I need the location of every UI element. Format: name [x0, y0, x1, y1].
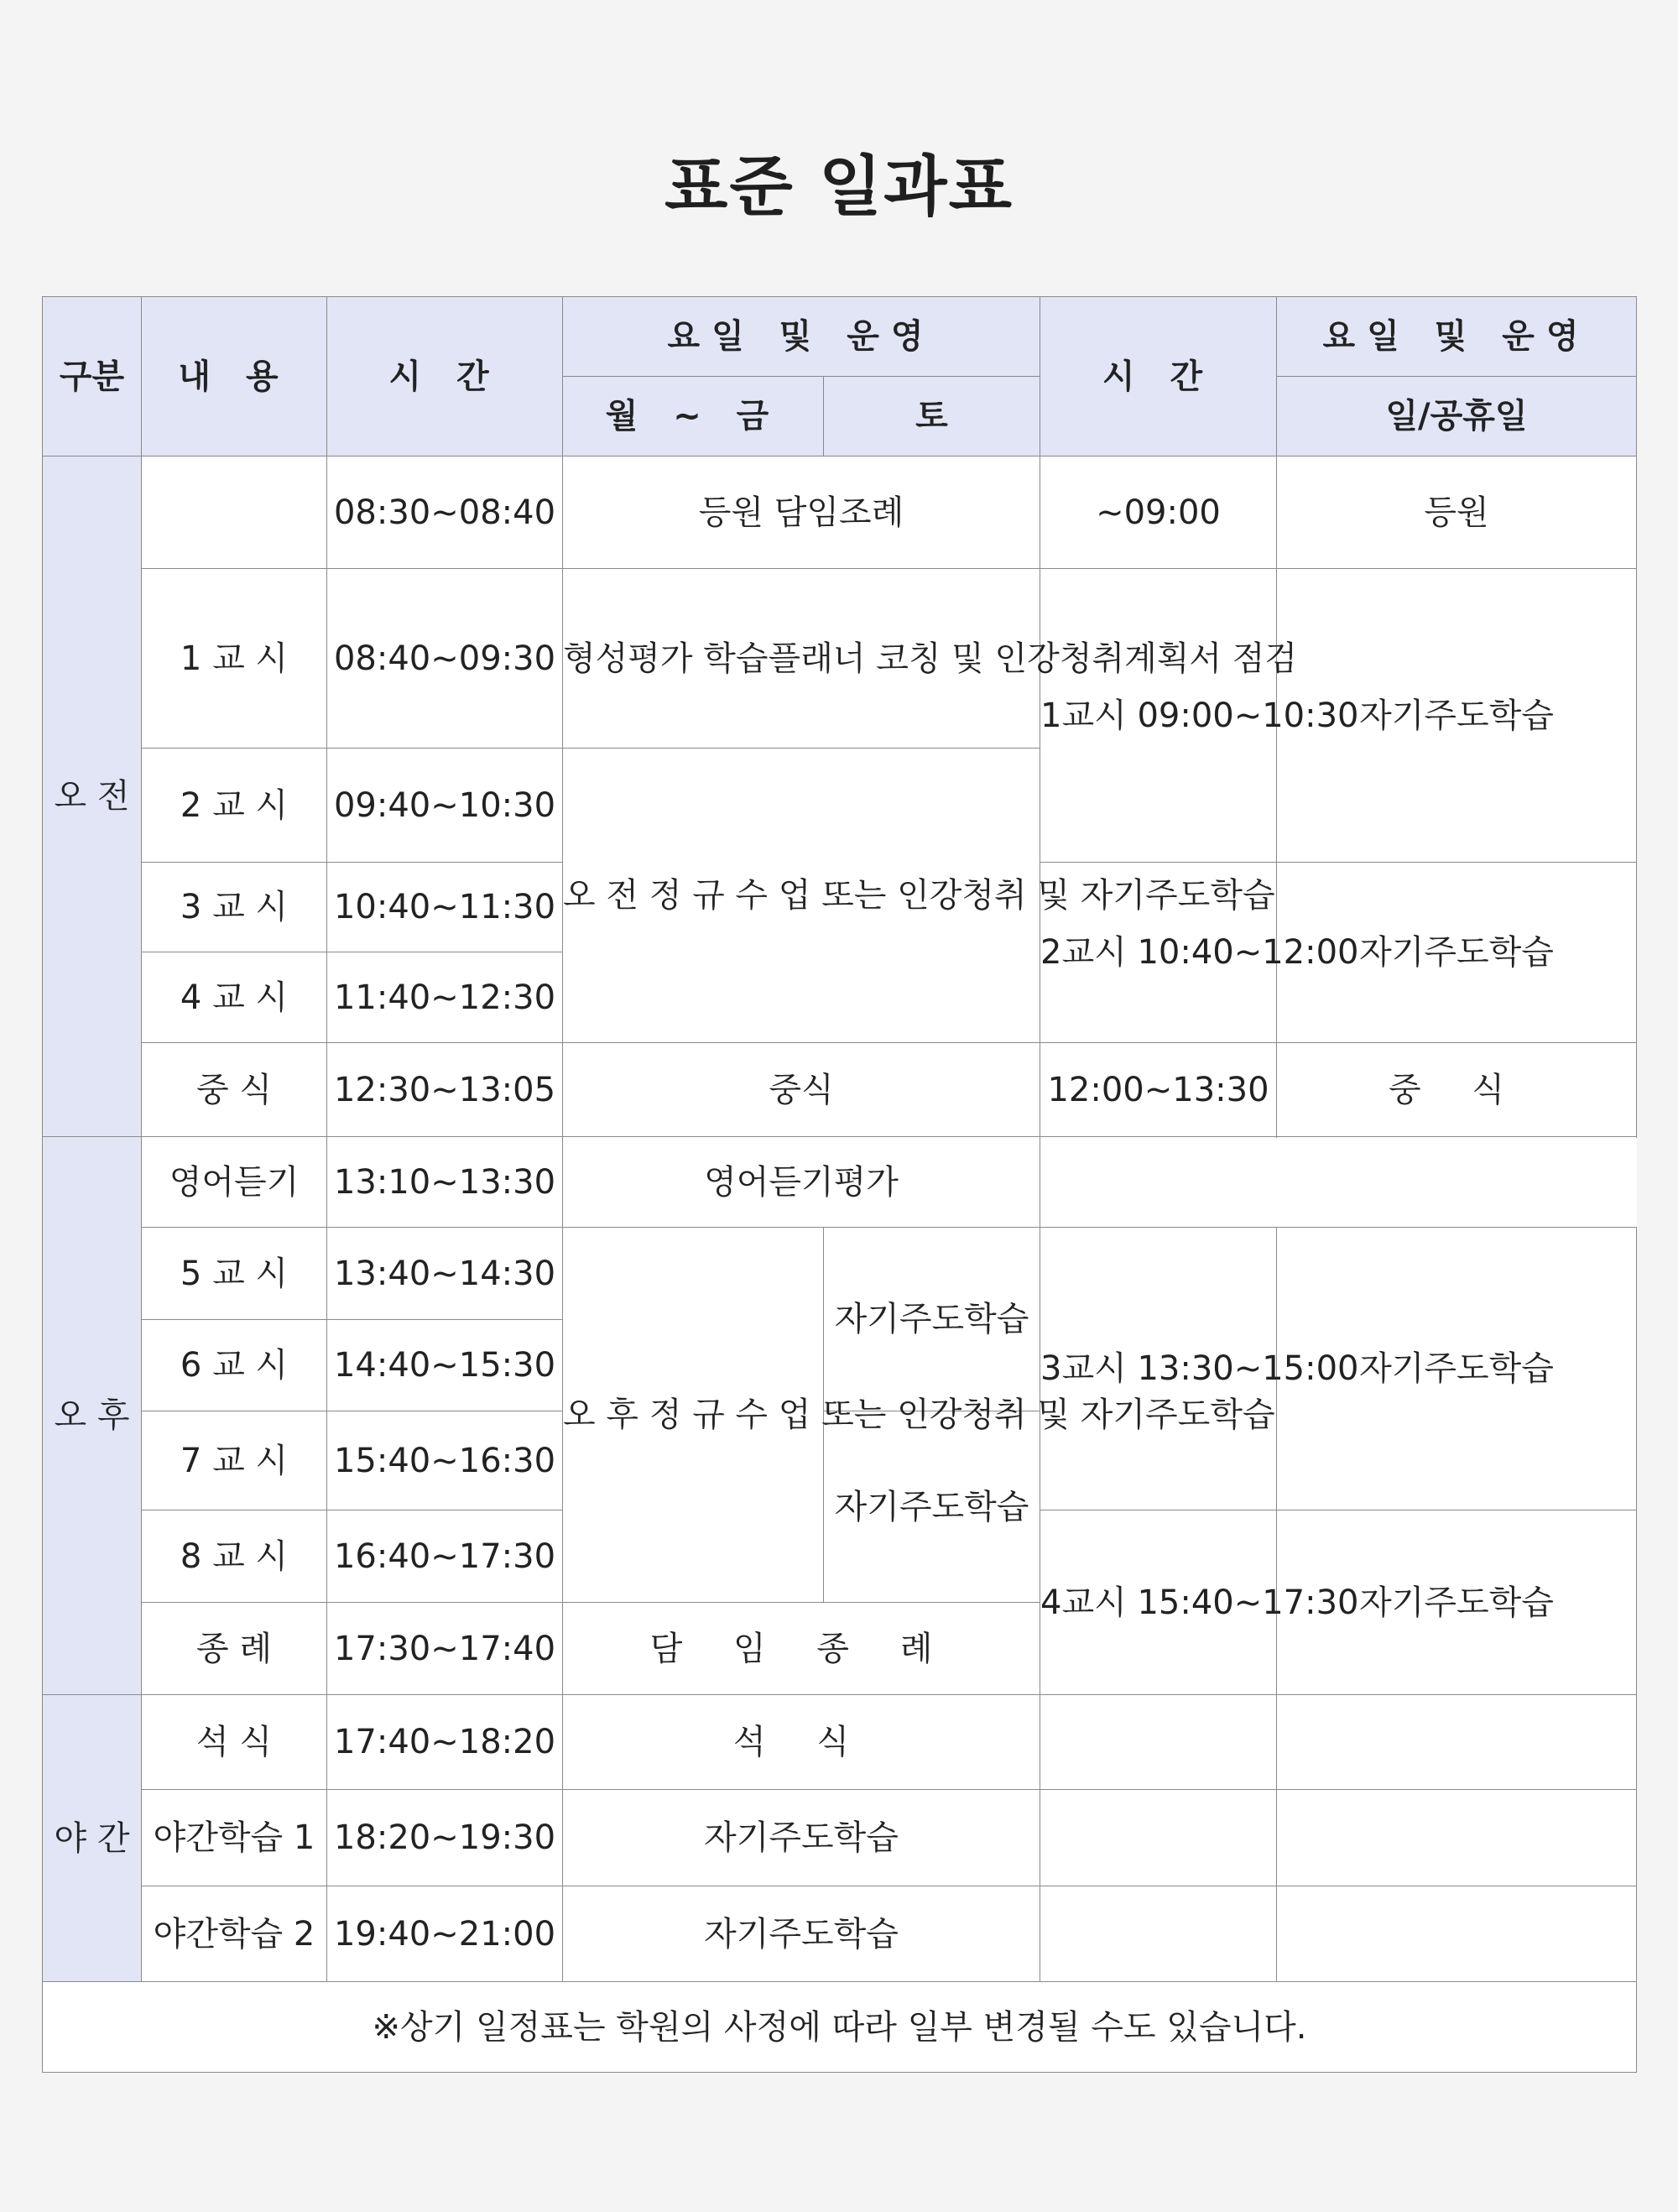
- row-time: 17:30~17:40: [327, 1603, 563, 1695]
- holiday-activity-empty: [1277, 1886, 1637, 1982]
- row-activity: 담 임 종 례: [563, 1603, 1040, 1695]
- footnote: ※상기 일정표는 학원의 사정에 따라 일부 변경될 수도 있습니다.: [43, 1982, 1637, 2073]
- holiday-activity: 중 식: [1277, 1043, 1637, 1137]
- holiday-activity: 자기주도학습: [1277, 1228, 1637, 1510]
- row-label: 7 교 시: [142, 1411, 327, 1510]
- row-activity: 형성평가 학습플래너 코칭 및 인강청취계획서 점검: [563, 569, 1040, 749]
- row-time: 13:10~13:30: [327, 1137, 563, 1228]
- row-label: 5 교 시: [142, 1228, 327, 1320]
- table-row: [43, 456, 1637, 569]
- holiday-activity: 자기주도학습: [1277, 863, 1637, 1043]
- header-saturday: 토: [824, 377, 1040, 456]
- holiday-time: 4교시 15:40~17:30: [1040, 1510, 1277, 1695]
- holiday-time: ~09:00: [1040, 456, 1277, 569]
- note-row: [43, 1982, 1637, 2073]
- row-time: 14:40~15:30: [327, 1320, 563, 1411]
- row-label: 3 교 시: [142, 863, 327, 952]
- holiday-time: 12:00~13:30: [1040, 1043, 1277, 1137]
- row-label: 야간학습 2: [142, 1886, 327, 1982]
- am-regular-class: 오 전 정 규 수 업 또는 인강청취 및 자기주도학습: [563, 749, 1040, 1043]
- row-label: 종 례: [142, 1603, 327, 1695]
- holiday-time: 2교시 10:40~12:00: [1040, 863, 1277, 1043]
- row-label: 영어듣기: [142, 1137, 327, 1228]
- row-label-empty: [142, 456, 327, 569]
- section-am: 오 전: [43, 456, 142, 1137]
- row-time: 08:40~09:30: [327, 569, 563, 749]
- row-time: 13:40~14:30: [327, 1228, 563, 1320]
- row-label: 1 교 시: [142, 569, 327, 749]
- row-label: 중 식: [142, 1043, 327, 1137]
- row-label: 2 교 시: [142, 749, 327, 863]
- row-label: 8 교 시: [142, 1510, 327, 1603]
- row-activity: 자기주도학습: [563, 1886, 1040, 1982]
- row-activity: 중식: [563, 1043, 1040, 1137]
- header-time: 시 간: [327, 297, 563, 456]
- row-time: 17:40~18:20: [327, 1695, 563, 1790]
- row-activity: 자기주도학습: [563, 1790, 1040, 1886]
- header-days-ops-holiday: 요일 및 운영: [1277, 297, 1637, 377]
- row-time: 12:30~13:05: [327, 1043, 563, 1137]
- table-row: [43, 1137, 1637, 1228]
- holiday-activity: 자기주도학습: [1277, 569, 1637, 863]
- row-time: 11:40~12:30: [327, 952, 563, 1043]
- header-section: 구분: [43, 297, 142, 456]
- table-row: [43, 1886, 1637, 1982]
- header-row: [43, 297, 1637, 377]
- row-time: 19:40~21:00: [327, 1886, 563, 1982]
- table-row: [43, 1043, 1637, 1137]
- row-time: 15:40~16:30: [327, 1411, 563, 1510]
- row-activity: 석 식: [563, 1695, 1040, 1790]
- page-title: 표준 일과표: [664, 149, 1014, 225]
- row-label: 6 교 시: [142, 1320, 327, 1411]
- holiday-time-empty: [1040, 1790, 1277, 1886]
- table-row: [43, 1695, 1637, 1790]
- row-label: 4 교 시: [142, 952, 327, 1043]
- holiday-activity-empty: [1277, 1790, 1637, 1886]
- row-time: 10:40~11:30: [327, 863, 563, 952]
- row-time: 18:20~19:30: [327, 1790, 563, 1886]
- holiday-time-empty: [1040, 1695, 1277, 1790]
- header-weekday: 월 ~ 금: [563, 377, 824, 456]
- table-row: [43, 1228, 1637, 1320]
- table-row: [43, 1790, 1637, 1886]
- row-time: 09:40~10:30: [327, 749, 563, 863]
- row-label: 야간학습 1: [142, 1790, 327, 1886]
- section-night: 야 간: [43, 1695, 142, 1982]
- holiday-activity: 등원: [1277, 456, 1637, 569]
- header-content: 내 용: [142, 297, 327, 456]
- header-days-ops: 요일 및 운영: [563, 297, 1040, 377]
- row-activity: 영어듣기평가: [563, 1137, 1040, 1228]
- section-pm: 오 후: [43, 1137, 142, 1695]
- row-time: 08:30~08:40: [327, 456, 563, 569]
- row-label: 석 식: [142, 1695, 327, 1790]
- sat-activity: 자기주도학습: [824, 1228, 1040, 1411]
- sat-activity: 자기주도학습: [824, 1411, 1040, 1603]
- row-activity: 등원 담임조례: [563, 456, 1040, 569]
- holiday-time: 1교시 09:00~10:30: [1040, 569, 1277, 863]
- holiday-activity-empty: [1277, 1695, 1637, 1790]
- header-holiday: 일/공휴일: [1277, 377, 1637, 456]
- pm-regular-class: 오 후 정 규 수 업 또는 인강청취 및 자기주도학습: [563, 1228, 824, 1603]
- holiday-activity: 자기주도학습: [1277, 1510, 1637, 1695]
- holiday-time: 3교시 13:30~15:00: [1040, 1228, 1277, 1510]
- row-time: 16:40~17:30: [327, 1510, 563, 1603]
- table-row: [43, 569, 1637, 749]
- header-time-holiday: 시 간: [1040, 297, 1277, 456]
- holiday-time-empty: [1040, 1886, 1277, 1982]
- schedule-table: [42, 296, 1637, 2073]
